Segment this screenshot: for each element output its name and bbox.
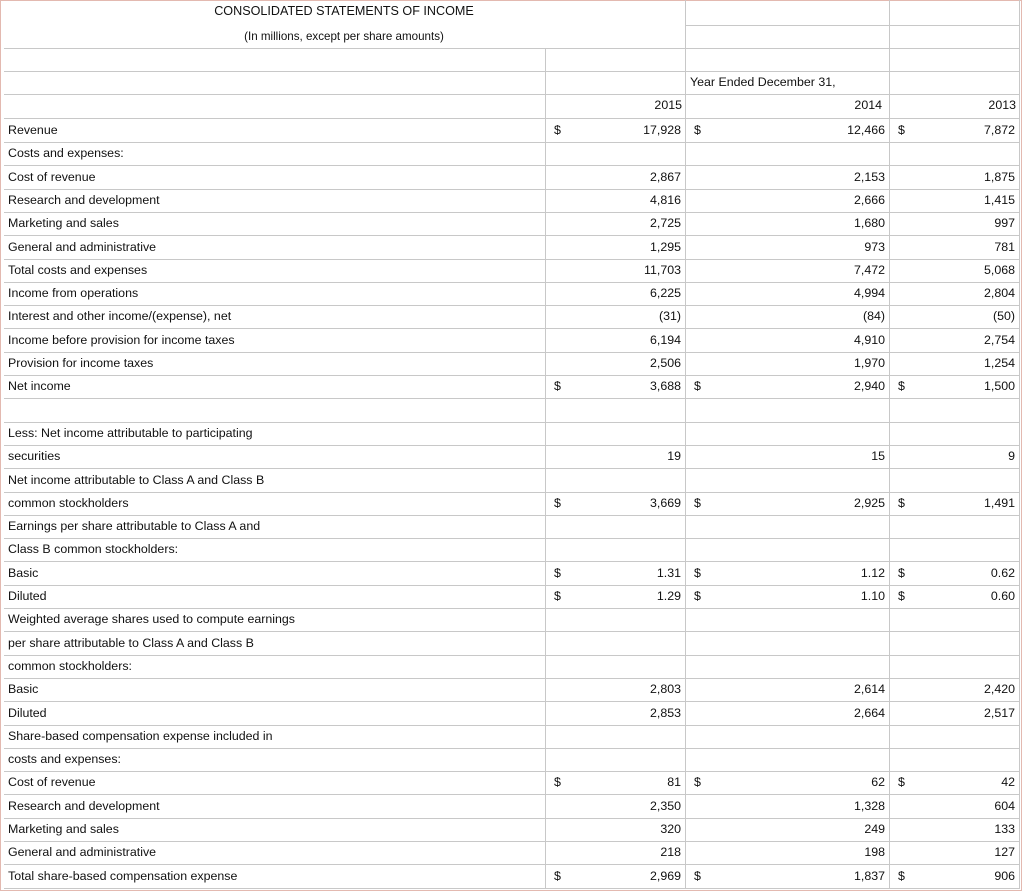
row-label: General and administrative bbox=[4, 236, 546, 260]
row-label: General and administrative bbox=[4, 841, 546, 865]
row-label: Income from operations bbox=[4, 282, 546, 306]
row-label: Net income bbox=[4, 375, 546, 399]
dollar-sign-2014: $ bbox=[694, 565, 701, 580]
value-2013: 906 bbox=[890, 865, 1020, 889]
value-2015 bbox=[546, 748, 686, 772]
value-2013 bbox=[890, 632, 1020, 656]
dollar-sign-2014: $ bbox=[694, 495, 701, 510]
value-2015 bbox=[546, 469, 686, 493]
value-2014: 2,614 bbox=[686, 678, 890, 702]
value-2014: 4,994 bbox=[686, 282, 890, 306]
value-2014 bbox=[686, 608, 890, 632]
value-2013: 997 bbox=[890, 212, 1020, 236]
value-2015: 3,669 bbox=[546, 492, 686, 516]
value-2015: 2,853 bbox=[546, 702, 686, 726]
value-2014 bbox=[686, 538, 890, 562]
row-label: common stockholders: bbox=[4, 655, 546, 679]
row-label: per share attributable to Class A and Class B bbox=[4, 632, 546, 656]
value-2014: 2,925 bbox=[686, 492, 890, 516]
dollar-sign-2013: $ bbox=[898, 123, 905, 137]
value-2013: 1,415 bbox=[890, 189, 1020, 213]
value-2014 bbox=[686, 515, 890, 539]
value-2014: (84) bbox=[686, 305, 890, 329]
header-cell bbox=[686, 49, 890, 72]
value-2015: 81 bbox=[546, 771, 686, 795]
row-label: Weighted average shares used to compute earnings bbox=[4, 608, 546, 632]
value-2015: 2,803 bbox=[546, 678, 686, 702]
value-2013 bbox=[890, 515, 1020, 539]
value-2015: 19 bbox=[546, 445, 686, 469]
value-2015: (31) bbox=[546, 305, 686, 329]
row-label: common stockholders bbox=[4, 492, 546, 516]
table-title: CONSOLIDATED STATEMENTS OF INCOME bbox=[214, 4, 474, 18]
row-label: Total costs and expenses bbox=[4, 259, 546, 283]
row-label: costs and expenses: bbox=[4, 748, 546, 772]
value-2015: 2,867 bbox=[546, 166, 686, 190]
value-2014 bbox=[686, 632, 890, 656]
value-2015: 3,688 bbox=[546, 375, 686, 399]
value-2014: 2,666 bbox=[686, 189, 890, 213]
header-cell bbox=[546, 49, 686, 72]
value-2014: 1.12 bbox=[686, 562, 890, 586]
row-label: Diluted bbox=[4, 585, 546, 609]
value-2013: 1,875 bbox=[890, 166, 1020, 190]
value-2014 bbox=[686, 142, 890, 166]
value-2013: 127 bbox=[890, 841, 1020, 865]
dollar-sign-2013: $ bbox=[898, 565, 905, 580]
dollar-sign-2015: $ bbox=[554, 868, 561, 883]
row-label: Basic bbox=[4, 678, 546, 702]
dollar-sign-2013: $ bbox=[898, 868, 905, 883]
value-2013: 2,754 bbox=[890, 329, 1020, 353]
dollar-sign-2015: $ bbox=[554, 565, 561, 580]
value-2013: 2,517 bbox=[890, 702, 1020, 726]
value-2015 bbox=[546, 538, 686, 562]
value-2015: 1.31 bbox=[546, 562, 686, 586]
row-label: Cost of revenue bbox=[4, 166, 546, 190]
value-2015: 1.29 bbox=[546, 585, 686, 609]
value-2015 bbox=[546, 399, 686, 423]
period-label: Year Ended December 31, bbox=[690, 75, 836, 89]
value-2014: 198 bbox=[686, 841, 890, 865]
row-label: Less: Net income attributable to participating bbox=[4, 422, 546, 446]
value-2013 bbox=[890, 725, 1020, 749]
value-2014: 1,970 bbox=[686, 352, 890, 376]
value-2014: 2,664 bbox=[686, 702, 890, 726]
value-2013: 1,254 bbox=[890, 352, 1020, 376]
row-label: Income before provision for income taxes bbox=[4, 329, 546, 353]
value-2013: 9 bbox=[890, 445, 1020, 469]
row-label: Total share-based compensation expense bbox=[4, 865, 546, 889]
value-2015: 6,194 bbox=[546, 329, 686, 353]
value-2015: 320 bbox=[546, 818, 686, 842]
value-2015 bbox=[546, 725, 686, 749]
dollar-sign-2015: $ bbox=[554, 589, 561, 603]
year-header-2015: 2015 bbox=[654, 98, 682, 112]
table-subtitle: (In millions, except per share amounts) bbox=[244, 30, 444, 43]
row-label: Cost of revenue bbox=[4, 771, 546, 795]
value-2013: (50) bbox=[890, 305, 1020, 329]
value-2013: 2,420 bbox=[890, 678, 1020, 702]
row-label: Provision for income taxes bbox=[4, 352, 546, 376]
row-label: Diluted bbox=[4, 702, 546, 726]
value-2015 bbox=[546, 422, 686, 446]
value-2014: 12,466 bbox=[686, 119, 890, 143]
value-2015: 2,725 bbox=[546, 212, 686, 236]
value-2015 bbox=[546, 142, 686, 166]
value-2013 bbox=[890, 399, 1020, 423]
header-cell bbox=[4, 72, 546, 95]
dollar-sign-2015: $ bbox=[554, 123, 561, 137]
dollar-sign-2014: $ bbox=[694, 775, 701, 790]
row-label: Net income attributable to Class A and Class B bbox=[4, 469, 546, 493]
year-header-2014: 2014 bbox=[854, 98, 882, 112]
value-2014: 15 bbox=[686, 445, 890, 469]
header-cell bbox=[890, 0, 1020, 26]
dollar-sign-2014: $ bbox=[694, 379, 701, 394]
value-2013: 2,804 bbox=[890, 282, 1020, 306]
header-cell bbox=[686, 0, 890, 26]
row-label: Class B common stockholders: bbox=[4, 538, 546, 562]
row-label: Marketing and sales bbox=[4, 212, 546, 236]
value-2013: 7,872 bbox=[890, 119, 1020, 143]
value-2015: 17,928 bbox=[546, 119, 686, 143]
value-2013: 781 bbox=[890, 236, 1020, 260]
dollar-sign-2013: $ bbox=[898, 775, 905, 790]
value-2013 bbox=[890, 142, 1020, 166]
value-2014: 1,328 bbox=[686, 795, 890, 819]
value-2013: 1,500 bbox=[890, 375, 1020, 399]
value-2015: 6,225 bbox=[546, 282, 686, 306]
value-2013: 0.62 bbox=[890, 562, 1020, 586]
value-2015: 4,816 bbox=[546, 189, 686, 213]
value-2013 bbox=[890, 748, 1020, 772]
dollar-sign-2013: $ bbox=[898, 589, 905, 603]
value-2014: 62 bbox=[686, 771, 890, 795]
header-cell bbox=[686, 26, 890, 49]
header-cell bbox=[890, 72, 1020, 95]
row-label: Earnings per share attributable to Class A and bbox=[4, 515, 546, 539]
dollar-sign-2015: $ bbox=[554, 495, 561, 510]
value-2013 bbox=[890, 655, 1020, 679]
value-2014: 249 bbox=[686, 818, 890, 842]
dollar-sign-2014: $ bbox=[694, 123, 701, 137]
value-2013: 42 bbox=[890, 771, 1020, 795]
dollar-sign-2015: $ bbox=[554, 379, 561, 394]
header-cell bbox=[890, 26, 1020, 49]
value-2015 bbox=[546, 515, 686, 539]
row-label: Costs and expenses: bbox=[4, 142, 546, 166]
value-2014: 1,680 bbox=[686, 212, 890, 236]
year-header-2013: 2013 bbox=[988, 98, 1016, 112]
value-2014 bbox=[686, 725, 890, 749]
value-2013 bbox=[890, 538, 1020, 562]
row-label: securities bbox=[4, 445, 546, 469]
dollar-sign-2013: $ bbox=[898, 379, 905, 394]
row-label: Revenue bbox=[4, 119, 546, 143]
value-2015: 2,506 bbox=[546, 352, 686, 376]
value-2014: 1,837 bbox=[686, 865, 890, 889]
value-2013 bbox=[890, 469, 1020, 493]
value-2013: 133 bbox=[890, 818, 1020, 842]
header-cell bbox=[890, 49, 1020, 72]
value-2014 bbox=[686, 748, 890, 772]
value-2014: 2,153 bbox=[686, 166, 890, 190]
row-label: Interest and other income/(expense), net bbox=[4, 305, 546, 329]
value-2015: 1,295 bbox=[546, 236, 686, 260]
value-2014: 7,472 bbox=[686, 259, 890, 283]
dollar-sign-2014: $ bbox=[694, 868, 701, 883]
dollar-sign-2013: $ bbox=[898, 495, 905, 510]
header-cell bbox=[4, 95, 546, 119]
value-2015 bbox=[546, 655, 686, 679]
row-label: Share-based compensation expense included in bbox=[4, 725, 546, 749]
row-label bbox=[4, 399, 546, 423]
row-label: Research and development bbox=[4, 795, 546, 819]
header-cell bbox=[546, 72, 686, 95]
value-2014: 2,940 bbox=[686, 375, 890, 399]
value-2014: 4,910 bbox=[686, 329, 890, 353]
dollar-sign-2015: $ bbox=[554, 775, 561, 790]
row-label: Research and development bbox=[4, 189, 546, 213]
value-2015: 11,703 bbox=[546, 259, 686, 283]
value-2013: 5,068 bbox=[890, 259, 1020, 283]
value-2015 bbox=[546, 608, 686, 632]
value-2015: 2,969 bbox=[546, 865, 686, 889]
value-2015: 218 bbox=[546, 841, 686, 865]
value-2013: 0.60 bbox=[890, 585, 1020, 609]
value-2014 bbox=[686, 655, 890, 679]
row-label: Basic bbox=[4, 562, 546, 586]
value-2014: 1.10 bbox=[686, 585, 890, 609]
dollar-sign-2014: $ bbox=[694, 589, 701, 603]
value-2013: 1,491 bbox=[890, 492, 1020, 516]
value-2014 bbox=[686, 399, 890, 423]
value-2014 bbox=[686, 469, 890, 493]
row-label: Marketing and sales bbox=[4, 818, 546, 842]
value-2014 bbox=[686, 422, 890, 446]
value-2013 bbox=[890, 422, 1020, 446]
header-cell bbox=[4, 49, 546, 72]
value-2013: 604 bbox=[890, 795, 1020, 819]
value-2013 bbox=[890, 608, 1020, 632]
value-2015: 2,350 bbox=[546, 795, 686, 819]
value-2014: 973 bbox=[686, 236, 890, 260]
value-2015 bbox=[546, 632, 686, 656]
